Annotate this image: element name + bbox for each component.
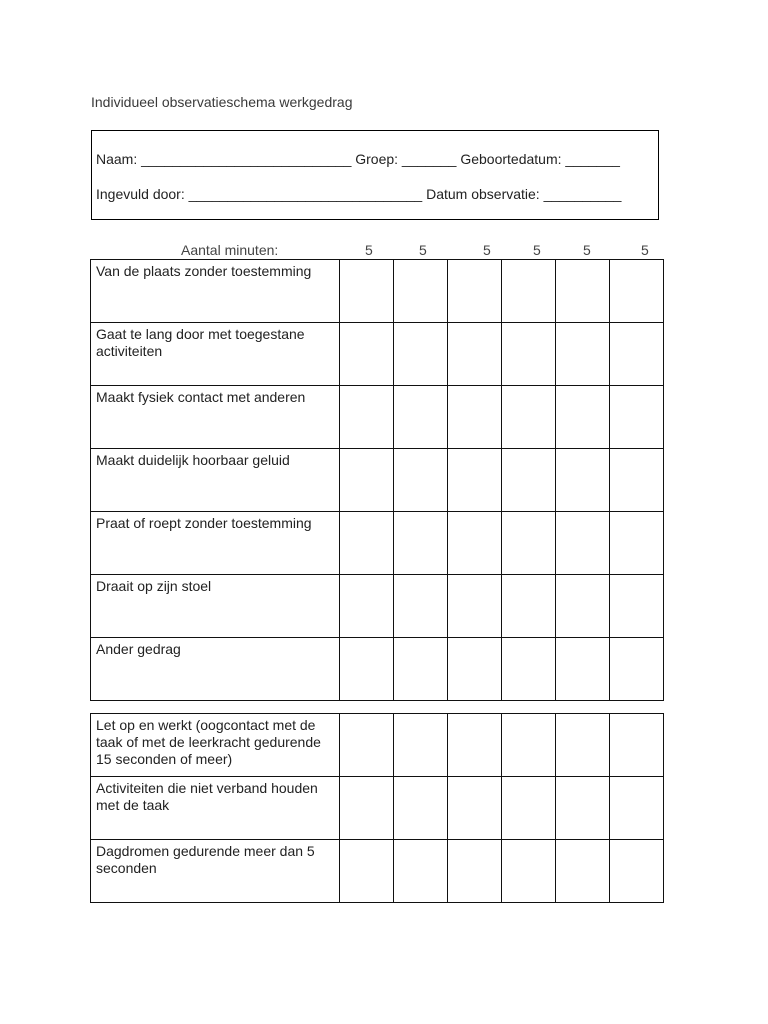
table-row [91, 638, 664, 701]
minute-value: 5 [641, 242, 649, 258]
observation-cell[interactable] [340, 575, 394, 638]
observation-cell[interactable] [394, 777, 448, 840]
behavior-label: Activiteiten die niet verband houden met de taak [91, 777, 340, 840]
student-info-box [91, 130, 659, 220]
observation-cell[interactable] [502, 777, 556, 840]
minute-value: 5 [533, 242, 541, 258]
table-row [91, 386, 664, 449]
observation-cell[interactable] [556, 512, 610, 575]
observation-cell[interactable] [610, 714, 664, 777]
table-row [91, 575, 664, 638]
observation-cell[interactable] [394, 323, 448, 386]
observation-cell[interactable] [340, 260, 394, 323]
observation-cell[interactable] [394, 714, 448, 777]
observation-cell[interactable] [502, 575, 556, 638]
observation-cell[interactable] [610, 260, 664, 323]
observation-cell[interactable] [610, 638, 664, 701]
info-line-filled-by-date: Ingevuld door: ______________________________ Datum observatie: __________ [96, 186, 622, 202]
observation-cell[interactable] [556, 638, 610, 701]
observation-cell[interactable] [502, 386, 556, 449]
observation-cell[interactable] [448, 638, 502, 701]
observation-cell[interactable] [556, 714, 610, 777]
observation-cell[interactable] [502, 260, 556, 323]
behavior-label: Let op en werkt (oogcontact met de taak of met de leerkracht gedurende 15 seconden of meer) [91, 714, 340, 777]
behavior-label: Ander gedrag [91, 638, 340, 701]
observation-cell[interactable] [610, 386, 664, 449]
observation-cell[interactable] [340, 777, 394, 840]
observation-cell[interactable] [610, 575, 664, 638]
behavior-label: Draait op zijn stoel [91, 575, 340, 638]
observation-cell[interactable] [502, 323, 556, 386]
observation-cell[interactable] [340, 714, 394, 777]
observation-cell[interactable] [340, 840, 394, 903]
minutes-label: Aantal minuten: [181, 242, 279, 258]
observation-cell[interactable] [448, 449, 502, 512]
minute-value: 5 [419, 242, 427, 258]
observation-cell[interactable] [448, 840, 502, 903]
observation-cell[interactable] [556, 323, 610, 386]
behavior-label: Praat of roept zonder toestemming [91, 512, 340, 575]
observation-cell[interactable] [448, 260, 502, 323]
observation-cell[interactable] [448, 575, 502, 638]
observation-cell[interactable] [340, 449, 394, 512]
info-line-name-group-birthdate: Naam: ___________________________ Groep: _______ Geboortedatum: _______ [96, 151, 620, 167]
observation-cell[interactable] [556, 777, 610, 840]
observation-cell[interactable] [502, 512, 556, 575]
table-row [91, 840, 664, 903]
observation-cell[interactable] [394, 575, 448, 638]
observation-cell[interactable] [394, 449, 448, 512]
table-row [91, 512, 664, 575]
work-behavior-table [90, 713, 664, 903]
observation-cell[interactable] [448, 777, 502, 840]
observation-cell[interactable] [448, 714, 502, 777]
minute-value: 5 [483, 242, 491, 258]
observation-cell[interactable] [394, 260, 448, 323]
observation-cell[interactable] [448, 512, 502, 575]
table-row [91, 449, 664, 512]
observation-cell[interactable] [340, 638, 394, 701]
observation-cell[interactable] [394, 512, 448, 575]
behavior-label: Maakt duidelijk hoorbaar geluid [91, 449, 340, 512]
observation-cell[interactable] [502, 840, 556, 903]
observation-cell[interactable] [502, 638, 556, 701]
behavior-label: Maakt fysiek contact met anderen [91, 386, 340, 449]
observation-cell[interactable] [340, 512, 394, 575]
minute-value: 5 [365, 242, 373, 258]
observation-cell[interactable] [610, 512, 664, 575]
observation-cell[interactable] [394, 840, 448, 903]
behavior-observation-table [90, 259, 664, 701]
observation-cell[interactable] [448, 386, 502, 449]
observation-cell[interactable] [340, 323, 394, 386]
page-title: Individueel observatieschema werkgedrag [91, 94, 353, 110]
minute-value: 5 [583, 242, 591, 258]
behavior-label: Gaat te lang door met toegestane activiteiten [91, 323, 340, 386]
observation-cell[interactable] [394, 638, 448, 701]
observation-cell[interactable] [556, 840, 610, 903]
observation-cell[interactable] [556, 386, 610, 449]
observation-cell[interactable] [610, 449, 664, 512]
observation-cell[interactable] [448, 323, 502, 386]
observation-cell[interactable] [610, 777, 664, 840]
behavior-label: Van de plaats zonder toestemming [91, 260, 340, 323]
observation-cell[interactable] [502, 449, 556, 512]
table-row [91, 323, 664, 386]
observation-cell[interactable] [556, 575, 610, 638]
observation-cell[interactable] [556, 260, 610, 323]
observation-cell[interactable] [610, 323, 664, 386]
table-row [91, 260, 664, 323]
observation-cell[interactable] [502, 714, 556, 777]
observation-cell[interactable] [340, 386, 394, 449]
observation-cell[interactable] [394, 386, 448, 449]
observation-cell[interactable] [610, 840, 664, 903]
behavior-label: Dagdromen gedurende meer dan 5 seconden [91, 840, 340, 903]
observation-cell[interactable] [556, 449, 610, 512]
table-row [91, 777, 664, 840]
table-row [91, 714, 664, 777]
